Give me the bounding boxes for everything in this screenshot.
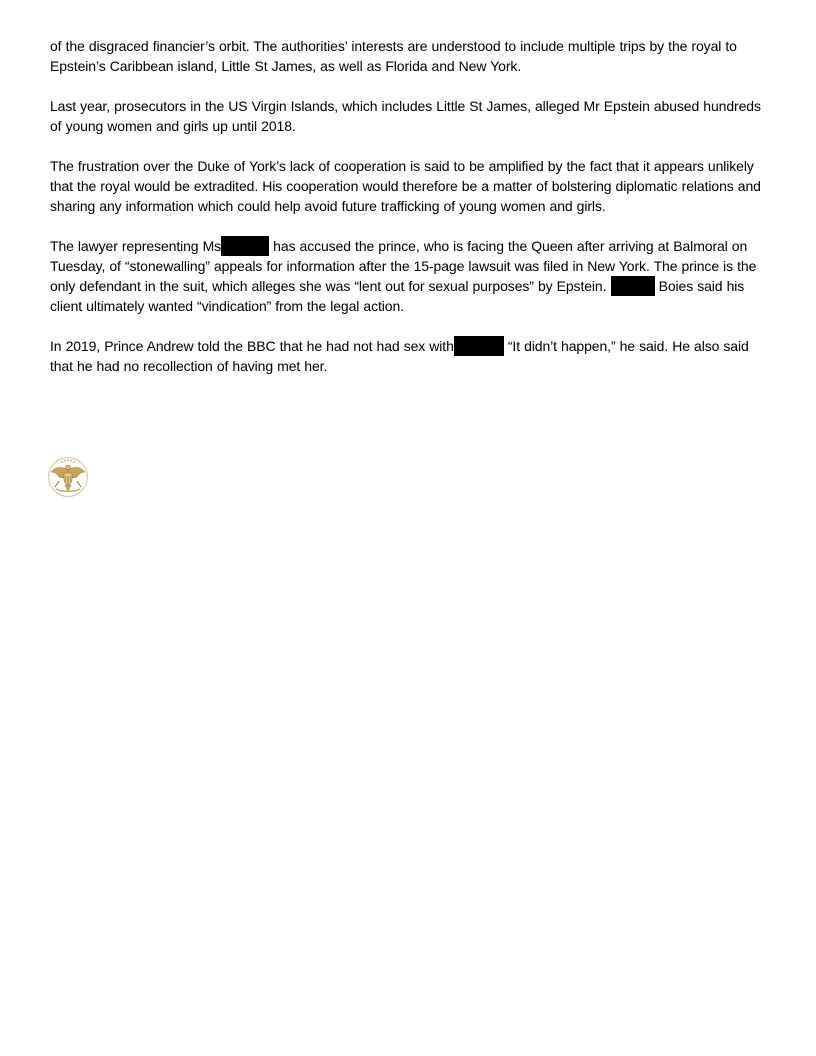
- redaction-box: [454, 336, 504, 356]
- paragraph-5-part-1: In 2019, Prince Andrew told the BBC that he had not had sex with: [50, 338, 454, 354]
- paragraph-4: [50, 236, 770, 316]
- paragraph-4-part-1: The lawyer representing Ms: [50, 238, 222, 254]
- redaction-box: [611, 276, 655, 296]
- paragraph-1: of the disgraced financier’s orbit. The authorities’ interests are understood to include multiple trips by the royal to Epstein’s Caribbean island, Little St James, as well as Florida and New York.: [50, 38, 737, 74]
- paragraph-3: The frustration over the Duke of York’s lack of cooperation is said to be amplified by the fact that it appears unlikely that the royal would be extradited. His cooperation would therefore be a matter of bolstering diplomatic relations and sharing any information which could help avoid future trafficking of young women and girls.: [50, 158, 761, 214]
- paragraph-5-part-2: “It didn’t happen,” he said. He also said that he had no recollection of having met her.: [50, 338, 749, 374]
- redaction-box: [221, 236, 269, 256]
- paragraph-2: Last year, prosecutors in the US Virgin Islands, which includes Little St James, alleged Mr Epstein abused hundreds of young women and girls up until 2018.: [50, 98, 761, 134]
- eagle-seal-icon: [47, 456, 89, 498]
- paragraph-4-part-3: Boies said his client ultimately wanted “vindication” from the legal action.: [50, 278, 745, 314]
- paragraph-5: [50, 336, 770, 376]
- paragraph-4-part-2: has accused the prince, who is facing the Queen after arriving at Balmoral on Tuesday, of “stonewalling” appeals for information after the 15-page lawsuit was filed in New York. The prince is the only defendant in the suit, which alleges she was “lent out for sexual purposes” by Epstein.: [50, 238, 757, 294]
- document-body: [50, 36, 770, 396]
